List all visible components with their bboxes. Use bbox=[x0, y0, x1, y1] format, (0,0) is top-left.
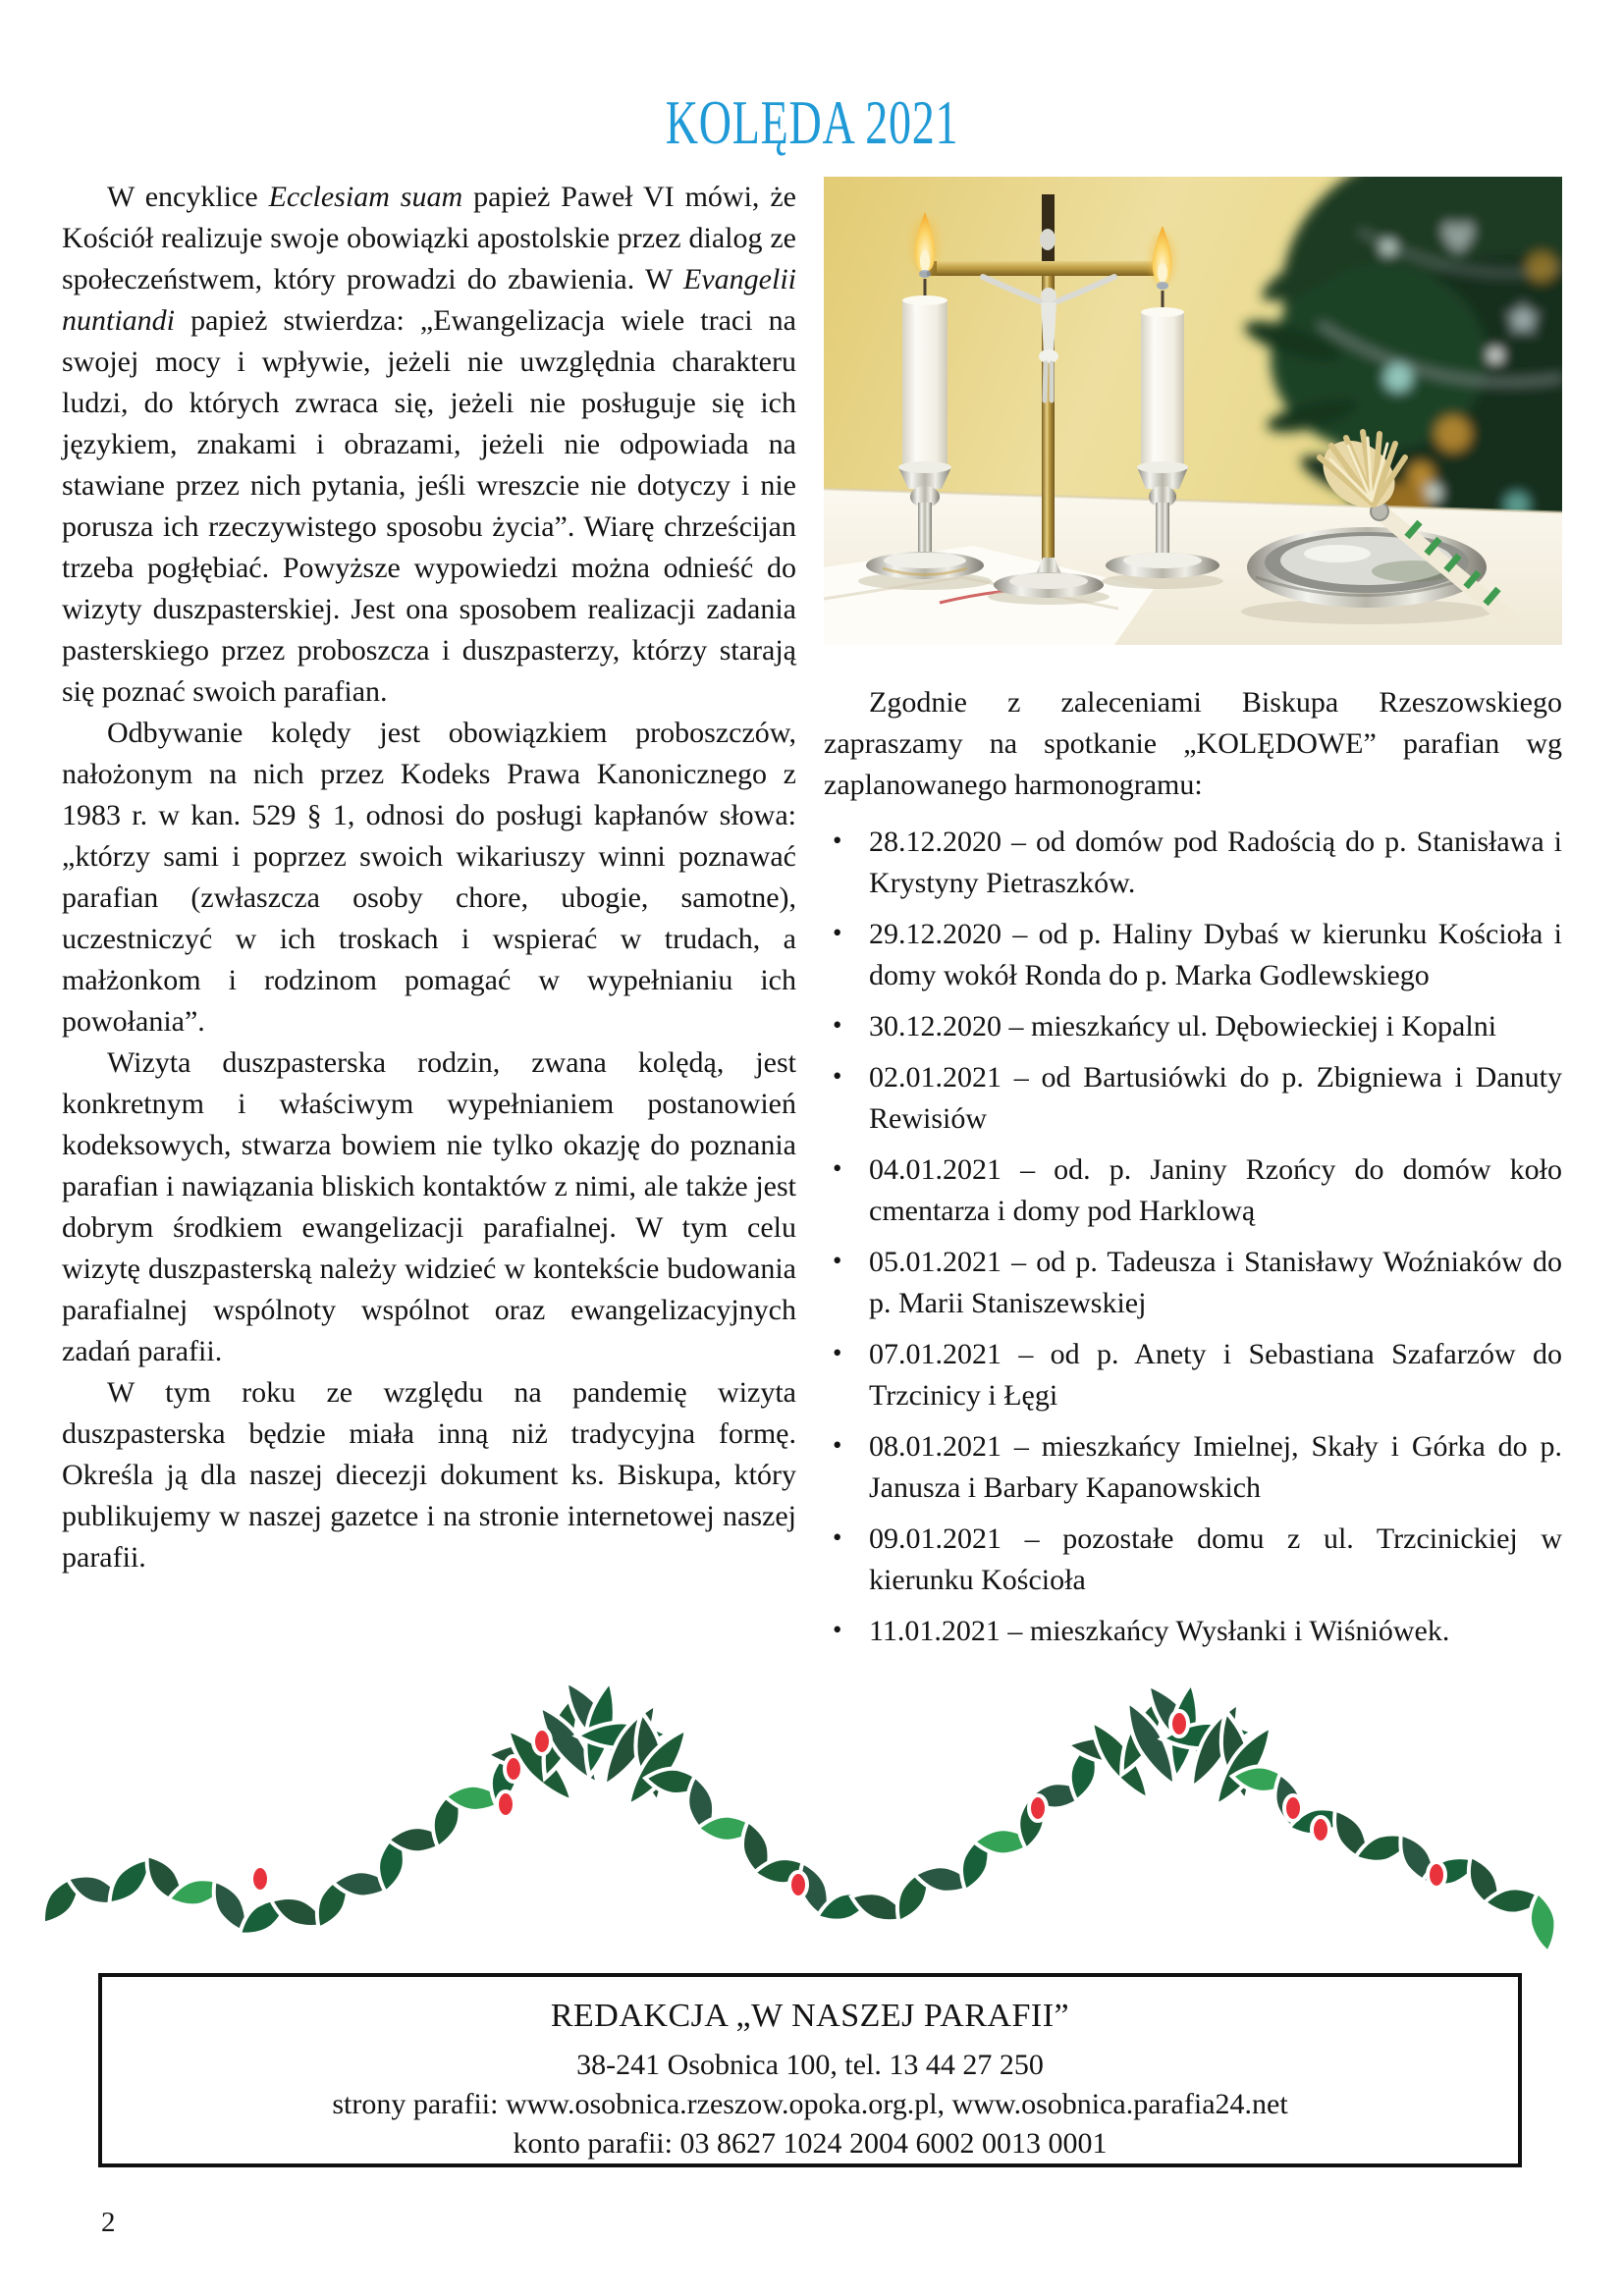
schedule-list bbox=[824, 822, 1562, 1652]
schedule-item bbox=[824, 1057, 1562, 1140]
berry-icon bbox=[1170, 1711, 1188, 1736]
schedule-item-text: 08.01.2021 – mieszkańcy Imielnej, Skały i Górka do p. Janusza i Barbary Kapanowskich bbox=[869, 1430, 1562, 1504]
berry-icon bbox=[251, 1866, 269, 1892]
editorial-box bbox=[98, 1973, 1522, 2167]
schedule-item-text: 11.01.2021 – mieszkańcy Wysłanki i Wiśniówek. bbox=[869, 1615, 1450, 1647]
article-paragraph: W tym roku ze względu na pandemię wizyta duszpasterska będzie miała inną niż tradycyjna formę. Określa ją dla naszej diecezji dokument ks. Biskupa, który publikujemy w naszej gazetce i na stronie internetowej naszej parafii. bbox=[62, 1376, 796, 1574]
schedule-item-text: 29.12.2020 – od p. Haliny Dybaś w kierunku Kościoła i domy wokół Ronda do p. Marka Godlewskiego bbox=[869, 918, 1562, 991]
schedule-item bbox=[824, 1334, 1562, 1416]
page-title: KOLĘDA 2021 bbox=[665, 87, 959, 157]
berry-icon bbox=[533, 1729, 551, 1754]
article-paragraph: W encyklice Ecclesiam suam papież Paweł VI mówi, że Kościół realizuje swoje obowiązki apostolskie przez dialog ze społeczeństwem, który prowadzi do zbawienia. W Evangelii nuntiandi papież stwierdza: „Ewangelizacja wiele traci na swojej mocy i wpływie, jeżeli nie uwzględnia charakteru ludzi, do których zwraca się, jeżeli nie posługuje się ich językiem, znakami i obrazami, jeżeli nie odpowiada na stawiane przez nich pytania, jeśli wreszcie nie dotyczy i nie porusza ich rzeczywistego sposobu życia”. Wiarę chrześcijan trzeba pogłębiać. Powyższe wypowiedzi można odnieść do wizyty duszpasterskiej. Jest ona sposobem realizacji zadania pasterskiego przez proboszcza i duszpasterzy, którzy starają się poznać swoich parafian. bbox=[62, 181, 796, 708]
editorial-websites: strony parafii: www.osobnica.rzeszow.opoka.org.pl, www.osobnica.parafia24.net bbox=[332, 2088, 1288, 2120]
schedule-item bbox=[824, 1242, 1562, 1324]
bullet-icon: • bbox=[833, 1010, 842, 1040]
berry-icon bbox=[789, 1872, 807, 1897]
berry-icon bbox=[1312, 1817, 1329, 1842]
schedule-item bbox=[824, 1426, 1562, 1509]
schedule-item bbox=[824, 1006, 1562, 1047]
schedule-item-text: 30.12.2020 – mieszkańcy ul. Dębowieckiej i Kopalni bbox=[869, 1010, 1497, 1042]
schedule-item-text: 05.01.2021 – od p. Tadeusza i Stanisławy Woźniaków do p. Marii Staniszewskiej bbox=[869, 1246, 1562, 1319]
bullet-icon: • bbox=[833, 1061, 842, 1091]
garland-decoration bbox=[54, 1710, 1570, 1973]
berry-icon bbox=[1029, 1795, 1047, 1821]
bullet-icon: • bbox=[833, 1430, 842, 1460]
bullet-icon: • bbox=[833, 918, 842, 947]
christmas-photo bbox=[824, 177, 1562, 645]
editorial-title: REDAKCJA „W NASZEJ PARAFII” bbox=[550, 1998, 1070, 2034]
editorial-address: 38-241 Osobnica 100, tel. 13 44 27 250 bbox=[576, 2049, 1044, 2081]
schedule-item bbox=[824, 1519, 1562, 1601]
article-paragraph: Wizyta duszpasterska rodzin, zwana kolędą, jest konkretnym i właściwym wypełnianiem postanowień kodeksowych, stwarza bowiem nie tylko okazję do poznania parafian i nawiązania bliskich kontaktów z nimi, ale także jest dobrym środkiem ewangelizacji parafialnej. W tym celu wizytę duszpasterską należy widzieć w kontekście budowania parafialnej wspólnoty wspólnot oraz ewangelizacyjnych zadań parafii. bbox=[62, 1046, 796, 1367]
berry-icon bbox=[1284, 1795, 1302, 1821]
schedule-item-text: 07.01.2021 – od p. Anety i Sebastiana Szafarzów do Trzcinicy i Łęgi bbox=[869, 1338, 1562, 1412]
schedule-item bbox=[824, 1149, 1562, 1232]
schedule-item-text: 02.01.2021 – od Bartusiówki do p. Zbigniewa i Danuty Rewisiów bbox=[869, 1061, 1562, 1135]
bullet-icon: • bbox=[833, 1615, 842, 1644]
bullet-icon: • bbox=[833, 1338, 842, 1367]
schedule-item bbox=[824, 1611, 1562, 1652]
schedule-item bbox=[824, 822, 1562, 904]
bullet-icon: • bbox=[833, 826, 842, 855]
schedule-intro: Zgodnie z zaleceniami Biskupa Rzeszowskiego zapraszamy na spotkanie „KOLĘDOWE” parafian wg zaplanowanego harmonogramu: bbox=[824, 686, 1562, 801]
bullet-icon: • bbox=[833, 1246, 842, 1275]
berry-icon bbox=[505, 1756, 522, 1782]
article-paragraph: Odbywanie kolędy jest obowiązkiem proboszczów, nałożonym na nich przez Kodeks Prawa Kanonicznego z 1983 r. w kan. 529 § 1, odnosi do posługi kapłanów słowa: „którzy sami i poprzez swoich wikariuszy winni poznawać parafian (zwłaszcza osoby chore, ubogie, samotne), uczestniczyć w ich troskach i wspierać w trudach, a małżonkom i rodzinom pomagać w wypełnianiu ich powołania”. bbox=[62, 717, 796, 1038]
bullet-icon: • bbox=[833, 1153, 842, 1183]
schedule-item-text: 28.12.2020 – od domów pod Radością do p. Stanisława i Krystyny Pietraszków. bbox=[869, 826, 1562, 899]
page-number: 2 bbox=[101, 2207, 116, 2238]
schedule-column bbox=[824, 177, 1562, 1662]
article-paragraphs bbox=[62, 177, 796, 1578]
bullet-icon: • bbox=[833, 1522, 842, 1552]
schedule-item-text: 04.01.2021 – od. p. Janiny Rzońcy do domów koło cmentarza i domy pod Harklową bbox=[869, 1153, 1562, 1227]
schedule-item bbox=[824, 914, 1562, 996]
berry-icon bbox=[1428, 1862, 1445, 1888]
editorial-account: konto parafii: 03 8627 1024 2004 6002 0013 0001 bbox=[513, 2127, 1108, 2160]
schedule-item-text: 09.01.2021 – pozostałe domu z ul. Trzcinickiej w kierunku Kościoła bbox=[869, 1522, 1562, 1596]
berry-icon bbox=[497, 1791, 514, 1817]
